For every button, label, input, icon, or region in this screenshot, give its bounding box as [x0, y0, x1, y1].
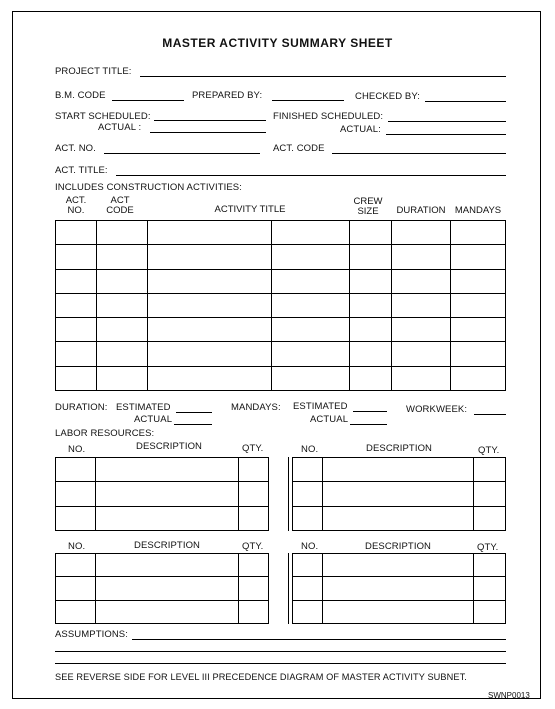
table-cell[interactable] — [392, 318, 451, 342]
resource-qty-header: QTY. — [242, 541, 264, 552]
resource-no-header: NO. — [301, 444, 319, 455]
start-scheduled-field[interactable] — [154, 120, 266, 121]
table-row — [56, 245, 506, 269]
table-cell[interactable] — [56, 269, 97, 293]
labor-resources-label: LABOR RESOURCES: — [55, 428, 155, 439]
labor-table-left — [55, 457, 269, 531]
act-no-label: ACT. NO. — [55, 143, 96, 154]
table-cell[interactable] — [239, 506, 269, 530]
table-cell[interactable] — [96, 342, 147, 366]
table-cell[interactable] — [95, 506, 238, 530]
mandays-estimated-field[interactable] — [353, 411, 387, 412]
mandays-actual-field[interactable] — [350, 424, 387, 425]
resource-no-header: NO. — [68, 444, 86, 455]
table-cell[interactable] — [451, 318, 506, 342]
table-row — [56, 318, 506, 342]
table-cell[interactable] — [56, 221, 97, 245]
table-cell[interactable] — [451, 293, 506, 317]
table-cell[interactable] — [271, 366, 350, 390]
duration-label: DURATION: — [55, 402, 108, 413]
table-row — [56, 366, 506, 390]
table-cell[interactable] — [293, 577, 323, 600]
table-cell[interactable] — [392, 245, 451, 269]
table-cell[interactable] — [392, 366, 451, 390]
act-title-label: ACT. TITLE: — [55, 165, 108, 176]
duration-estimated-label: ESTIMATED — [116, 402, 171, 413]
table-cell[interactable] — [95, 600, 238, 623]
table-row — [293, 554, 506, 577]
includes-label: INCLUDES CONSTRUCTION ACTIVITIES: — [55, 182, 242, 193]
labor-table-left-2 — [55, 553, 269, 624]
table-row — [56, 482, 269, 506]
table-cell[interactable] — [451, 269, 506, 293]
act-no-header-line2: NO. — [67, 205, 85, 216]
table-cell[interactable] — [147, 221, 271, 245]
table-cell[interactable] — [271, 245, 350, 269]
resource-no-header: NO. — [68, 541, 86, 552]
checked-by-label: CHECKED BY: — [355, 91, 420, 102]
duration-actual-label: ACTUAL — [134, 414, 173, 425]
resource-qty-header: QTY. — [477, 542, 499, 553]
resource-qty-header: QTY. — [478, 445, 500, 456]
act-code-header — [100, 196, 140, 216]
table-cell[interactable] — [239, 458, 269, 482]
checked-by-field[interactable] — [425, 101, 506, 102]
table-cell[interactable] — [56, 342, 97, 366]
project-title-field[interactable] — [140, 76, 506, 77]
table-cell[interactable] — [56, 458, 96, 482]
table-cell[interactable] — [474, 554, 506, 577]
table-cell[interactable] — [96, 318, 147, 342]
mandays-actual-label: ACTUAL — [310, 414, 349, 425]
table-cell[interactable] — [350, 269, 392, 293]
assumptions-label: ASSUMPTIONS: — [55, 629, 128, 640]
table-cell[interactable] — [56, 318, 97, 342]
table-cell[interactable] — [293, 482, 323, 506]
footer-note: SEE REVERSE SIDE FOR LEVEL III PRECEDENCE DIAGRAM OF MASTER ACTIVITY SUBNET. — [55, 672, 467, 682]
table-cell[interactable] — [322, 482, 473, 506]
table-cell[interactable] — [451, 245, 506, 269]
table-cell[interactable] — [474, 506, 506, 530]
table-cell[interactable] — [322, 458, 473, 482]
figure-code: SWNP0013 — [488, 691, 530, 700]
table-row — [56, 221, 506, 245]
table-cell[interactable] — [293, 458, 323, 482]
column-separator — [288, 457, 289, 531]
table-row — [293, 600, 506, 623]
table-cell[interactable] — [56, 600, 96, 623]
table-cell[interactable] — [96, 221, 147, 245]
table-row — [293, 482, 506, 506]
finished-actual-label: ACTUAL: — [340, 124, 381, 135]
table-row — [293, 506, 506, 530]
table-row — [293, 577, 506, 600]
table-cell[interactable] — [147, 293, 271, 317]
table-cell[interactable] — [96, 269, 147, 293]
table-cell[interactable] — [322, 577, 473, 600]
bm-code-field[interactable] — [112, 100, 184, 101]
act-title-field[interactable] — [116, 175, 506, 176]
start-scheduled-label: START SCHEDULED: — [55, 111, 151, 122]
finished-scheduled-field[interactable] — [388, 121, 506, 122]
act-code-header-line1: ACT — [110, 195, 130, 206]
table-row — [56, 600, 269, 623]
table-cell[interactable] — [96, 366, 147, 390]
table-cell[interactable] — [451, 342, 506, 366]
table-cell[interactable] — [56, 577, 96, 600]
table-cell[interactable] — [350, 293, 392, 317]
act-no-header — [60, 196, 92, 216]
table-cell[interactable] — [322, 506, 473, 530]
act-no-field[interactable] — [104, 153, 260, 154]
table-row — [56, 554, 269, 577]
resource-description-header: DESCRIPTION — [136, 441, 203, 452]
table-cell[interactable] — [56, 482, 96, 506]
bm-code-label: B.M. CODE — [55, 90, 106, 101]
table-cell[interactable] — [322, 600, 473, 623]
resource-qty-header: QTY. — [242, 443, 264, 454]
table-cell[interactable] — [451, 221, 506, 245]
table-row — [56, 458, 269, 482]
act-no-header-line1: ACT. — [65, 195, 87, 206]
table-cell[interactable] — [56, 554, 96, 577]
table-cell[interactable] — [271, 293, 350, 317]
assumptions-line-2[interactable] — [55, 651, 506, 652]
table-cell[interactable] — [322, 554, 473, 577]
table-row — [56, 577, 269, 600]
start-actual-field[interactable] — [150, 132, 266, 133]
table-cell[interactable] — [350, 221, 392, 245]
table-cell[interactable] — [392, 221, 451, 245]
table-cell[interactable] — [293, 600, 323, 623]
table-cell[interactable] — [271, 269, 350, 293]
finished-scheduled-label: FINISHED SCHEDULED: — [273, 111, 384, 122]
start-actual-label: ACTUAL : — [98, 122, 142, 133]
table-cell[interactable] — [147, 366, 271, 390]
table-cell[interactable] — [147, 269, 271, 293]
table-cell[interactable] — [392, 342, 451, 366]
act-code-label: ACT. CODE — [273, 143, 325, 154]
table-cell[interactable] — [239, 600, 269, 623]
duration-estimated-field[interactable] — [176, 412, 212, 413]
table-cell[interactable] — [147, 318, 271, 342]
table-cell[interactable] — [350, 318, 392, 342]
table-cell[interactable] — [350, 245, 392, 269]
labor-table-right-2 — [292, 553, 506, 624]
resource-description-header: DESCRIPTION — [365, 541, 432, 552]
resource-description-header: DESCRIPTION — [134, 540, 201, 551]
activity-table — [55, 220, 506, 391]
table-cell[interactable] — [95, 482, 238, 506]
table-cell[interactable] — [474, 482, 506, 506]
table-row — [56, 506, 269, 530]
resource-no-header: NO. — [301, 541, 319, 552]
table-cell[interactable] — [239, 554, 269, 577]
table-cell[interactable] — [350, 342, 392, 366]
table-cell[interactable] — [147, 245, 271, 269]
table-cell[interactable] — [293, 506, 323, 530]
table-cell[interactable] — [95, 577, 238, 600]
labor-table-right — [292, 457, 506, 531]
table-cell[interactable] — [350, 366, 392, 390]
table-cell[interactable] — [96, 293, 147, 317]
table-cell[interactable] — [392, 293, 451, 317]
table-cell[interactable] — [56, 366, 97, 390]
table-cell[interactable] — [271, 221, 350, 245]
mandays-header: MANDAYS — [454, 205, 502, 216]
table-cell[interactable] — [474, 600, 506, 623]
table-cell[interactable] — [95, 458, 238, 482]
table-cell[interactable] — [392, 269, 451, 293]
table-cell[interactable] — [293, 554, 323, 577]
finished-actual-field[interactable] — [386, 134, 506, 135]
column-separator — [288, 553, 289, 624]
table-cell[interactable] — [56, 245, 97, 269]
duration-header: DURATION — [396, 205, 446, 216]
table-cell[interactable] — [271, 342, 350, 366]
mandays-estimated-label: ESTIMATED — [293, 401, 348, 412]
table-row — [56, 269, 506, 293]
table-cell[interactable] — [95, 554, 238, 577]
assumptions-line-1[interactable] — [132, 639, 506, 640]
table-cell[interactable] — [239, 577, 269, 600]
table-cell[interactable] — [271, 318, 350, 342]
project-title-label: PROJECT TITLE: — [55, 66, 132, 77]
prepared-by-field[interactable] — [272, 100, 344, 101]
crew-header-line1: CREW — [353, 196, 383, 207]
table-cell[interactable] — [56, 506, 96, 530]
assumptions-line-3[interactable] — [55, 663, 506, 664]
workweek-field[interactable] — [474, 414, 506, 415]
crew-size-header — [348, 197, 388, 217]
resource-description-header: DESCRIPTION — [366, 443, 433, 454]
table-cell[interactable] — [147, 342, 271, 366]
table-row — [293, 458, 506, 482]
crew-header-line2: SIZE — [357, 206, 379, 217]
duration-actual-field[interactable] — [174, 424, 212, 425]
prepared-by-label: PREPARED BY: — [192, 90, 263, 101]
activity-title-header: ACTIVITY TITLE — [214, 204, 286, 215]
table-cell[interactable] — [56, 293, 97, 317]
table-row — [56, 342, 506, 366]
table-row — [56, 293, 506, 317]
form-title: MASTER ACTIVITY SUMMARY SHEET — [162, 36, 393, 50]
table-cell[interactable] — [451, 366, 506, 390]
table-cell[interactable] — [474, 458, 506, 482]
table-cell[interactable] — [96, 245, 147, 269]
mandays-label: MANDAYS: — [231, 402, 281, 413]
table-cell[interactable] — [474, 577, 506, 600]
workweek-label: WORKWEEK: — [406, 404, 468, 415]
act-code-header-line2: CODE — [106, 205, 134, 216]
act-code-field[interactable] — [332, 153, 506, 154]
table-cell[interactable] — [239, 482, 269, 506]
